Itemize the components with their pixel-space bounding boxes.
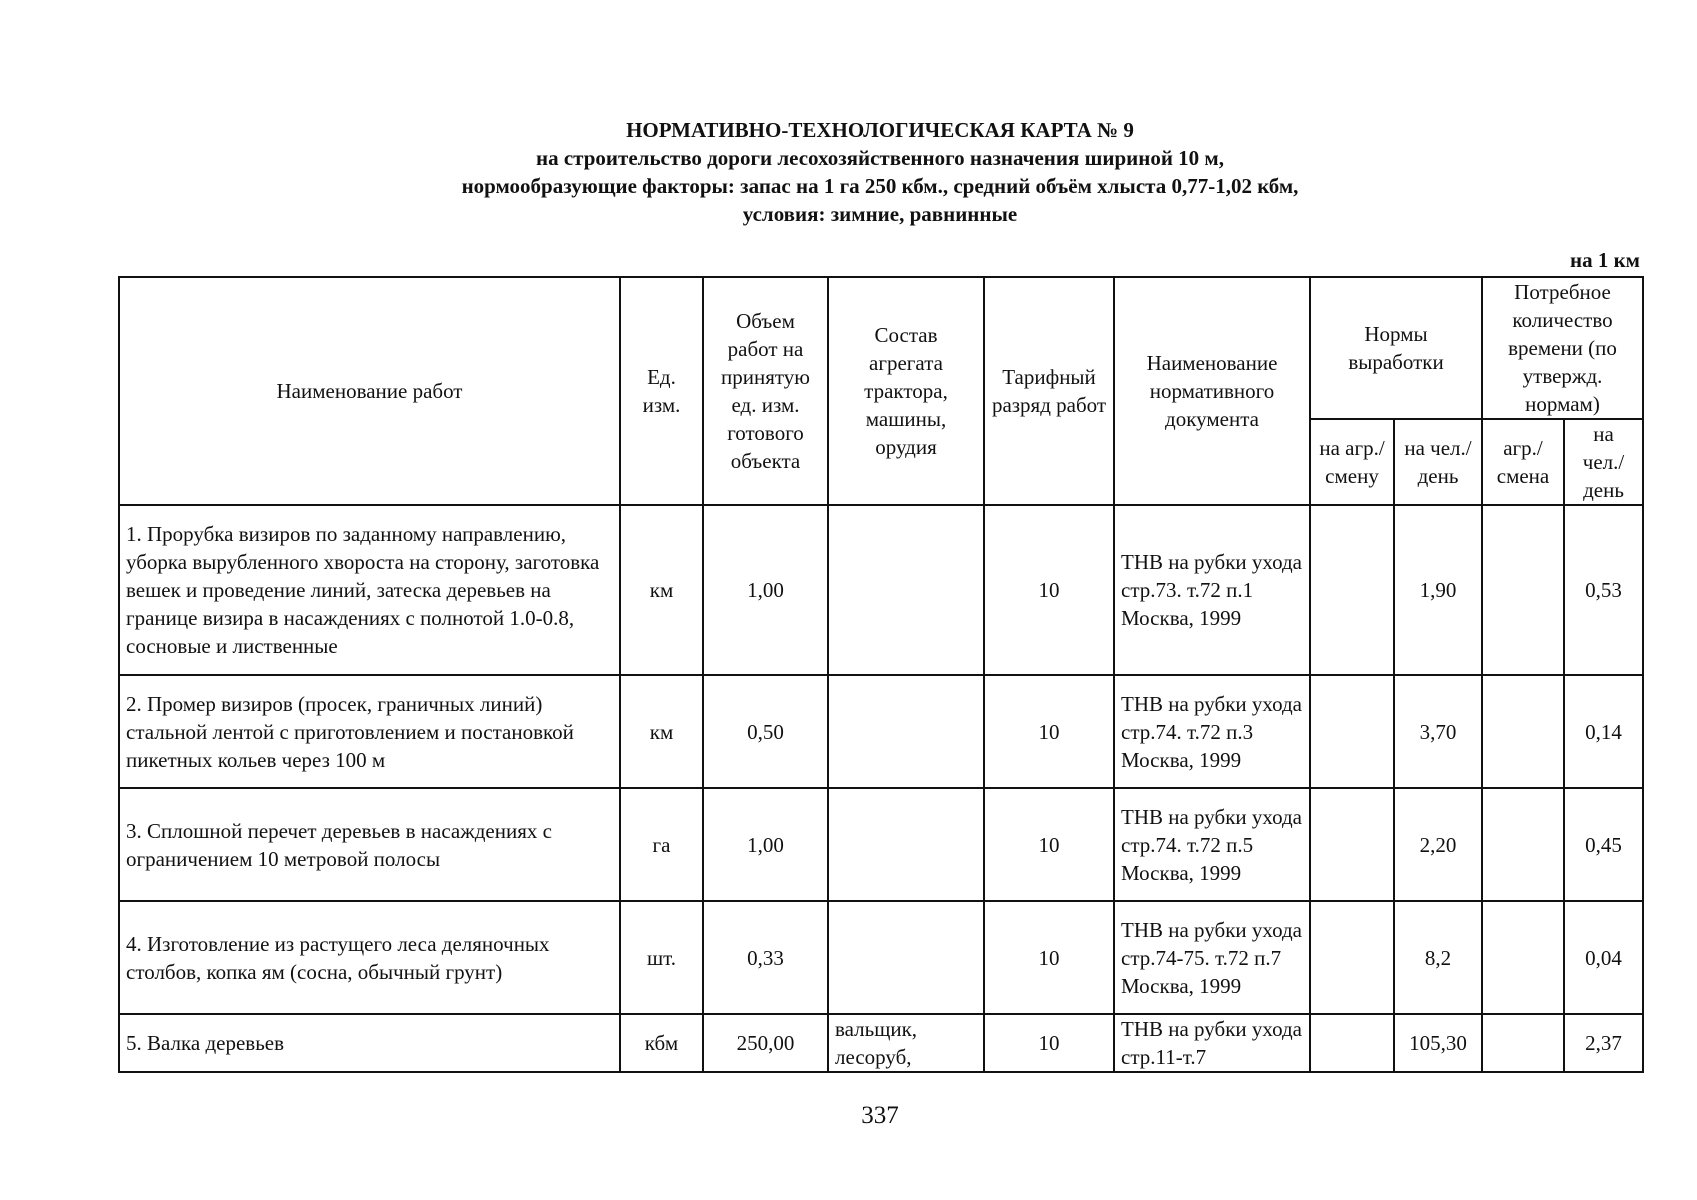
header-time-agg: агр./ смена — [1482, 419, 1564, 505]
header-norms: Нормы выработки — [1310, 277, 1482, 419]
table-row — [119, 788, 1643, 901]
header-aggregate: Состав агрегата трактора, машины, орудия — [828, 277, 984, 505]
cell-unit: шт. — [620, 901, 703, 1014]
header-time: Потребное количество времени (по утвержд. нормам) — [1482, 277, 1643, 419]
cell-work: 4. Изготовление из растущего леса деляночных столбов, копка ям (сосна, обычный грунт) — [119, 901, 620, 1014]
cell-grade: 10 — [984, 505, 1114, 675]
title-line-3: нормообразующие факторы: запас на 1 га 250 кбм., средний объём хлыста 0,77-1,02 кбм, — [461, 174, 1299, 198]
cell-norm-man: 2,20 — [1394, 788, 1482, 901]
cell-grade: 10 — [984, 788, 1114, 901]
document-title — [0, 116, 1697, 228]
cell-work: 5. Валка деревьев — [119, 1014, 620, 1072]
cell-norm-agg — [1310, 675, 1394, 788]
cell-time-man: 0,04 — [1564, 901, 1643, 1014]
cell-volume: 0,50 — [703, 675, 828, 788]
cell-grade: 10 — [984, 1014, 1114, 1072]
title-line-4: условия: зимние, равнинные — [742, 202, 1018, 226]
norms-table — [118, 276, 1644, 1073]
cell-norm-man: 8,2 — [1394, 901, 1482, 1014]
cell-grade: 10 — [984, 675, 1114, 788]
header-time-man: на чел./ день — [1564, 419, 1643, 505]
cell-unit: га — [620, 788, 703, 901]
table-row — [119, 901, 1643, 1014]
cell-doc: ТНВ на рубки ухода стр.73. т.72 п.1 Москва, 1999 — [1114, 505, 1310, 675]
cell-work: 2. Промер визиров (просек, граничных линий) стальной лентой с приготовлением и постановкой пикетных кольев через 100 м — [119, 675, 620, 788]
cell-time-man: 0,53 — [1564, 505, 1643, 675]
cell-aggregate — [828, 901, 984, 1014]
cell-time-agg — [1482, 505, 1564, 675]
cell-time-agg — [1482, 675, 1564, 788]
cell-time-man: 2,37 — [1564, 1014, 1643, 1072]
title-line-1: НОРМАТИВНО-ТЕХНОЛОГИЧЕСКАЯ КАРТА № 9 — [626, 118, 1134, 142]
cell-volume: 1,00 — [703, 505, 828, 675]
unit-note: на 1 км — [1569, 248, 1640, 272]
cell-norm-agg — [1310, 1014, 1394, 1072]
cell-aggregate — [828, 788, 984, 901]
cell-norm-agg — [1310, 788, 1394, 901]
header-work-name: Наименование работ — [119, 277, 620, 505]
cell-unit: кбм — [620, 1014, 703, 1072]
header-norms-agg: на агр./ смену — [1310, 419, 1394, 505]
cell-time-agg — [1482, 1014, 1564, 1072]
table-row — [119, 505, 1643, 675]
cell-time-agg — [1482, 788, 1564, 901]
cell-work: 1. Прорубка визиров по заданному направлению, уборка вырубленного хвороста на сторону, заготовка вешек и проведение линий, затеска деревьев на границе визира в насаждениях с полнотой 1.0-0.8, сосновые и лиственные — [119, 505, 620, 675]
cell-doc: ТНВ на рубки ухода стр.74-75. т.72 п.7 Москва, 1999 — [1114, 901, 1310, 1014]
cell-aggregate: вальщик, лесоруб, — [828, 1014, 984, 1072]
cell-volume: 0,33 — [703, 901, 828, 1014]
cell-unit: км — [620, 675, 703, 788]
table-row — [119, 675, 1643, 788]
header-norms-man: на чел./ день — [1394, 419, 1482, 505]
cell-volume: 1,00 — [703, 788, 828, 901]
title-line-2: на строительство дороги лесохозяйственного назначения шириной 10 м, — [536, 146, 1224, 170]
table-row — [119, 1014, 1643, 1072]
cell-work: 3. Сплошной перечет деревьев в насаждениях с ограничением 10 метровой полосы — [119, 788, 620, 901]
page-number: 337 — [861, 1102, 899, 1129]
table-header-row — [119, 277, 1643, 419]
cell-doc: ТНВ на рубки ухода стр.11-т.7 — [1114, 1014, 1310, 1072]
cell-doc: ТНВ на рубки ухода стр.74. т.72 п.3 Москва, 1999 — [1114, 675, 1310, 788]
cell-aggregate — [828, 675, 984, 788]
cell-time-man: 0,14 — [1564, 675, 1643, 788]
header-volume: Объем работ на принятую ед. изм. готового объекта — [703, 277, 828, 505]
cell-time-agg — [1482, 901, 1564, 1014]
cell-grade: 10 — [984, 901, 1114, 1014]
header-unit: Ед. изм. — [620, 277, 703, 505]
cell-norm-agg — [1310, 901, 1394, 1014]
cell-norm-man: 1,90 — [1394, 505, 1482, 675]
cell-aggregate — [828, 505, 984, 675]
cell-norm-agg — [1310, 505, 1394, 675]
header-doc: Наименование нормативного документа — [1114, 277, 1310, 505]
cell-norm-man: 3,70 — [1394, 675, 1482, 788]
cell-doc: ТНВ на рубки ухода стр.74. т.72 п.5 Москва, 1999 — [1114, 788, 1310, 901]
cell-unit: км — [620, 505, 703, 675]
header-grade: Тарифный разряд работ — [984, 277, 1114, 505]
cell-time-man: 0,45 — [1564, 788, 1643, 901]
cell-volume: 250,00 — [703, 1014, 828, 1072]
cell-norm-man: 105,30 — [1394, 1014, 1482, 1072]
